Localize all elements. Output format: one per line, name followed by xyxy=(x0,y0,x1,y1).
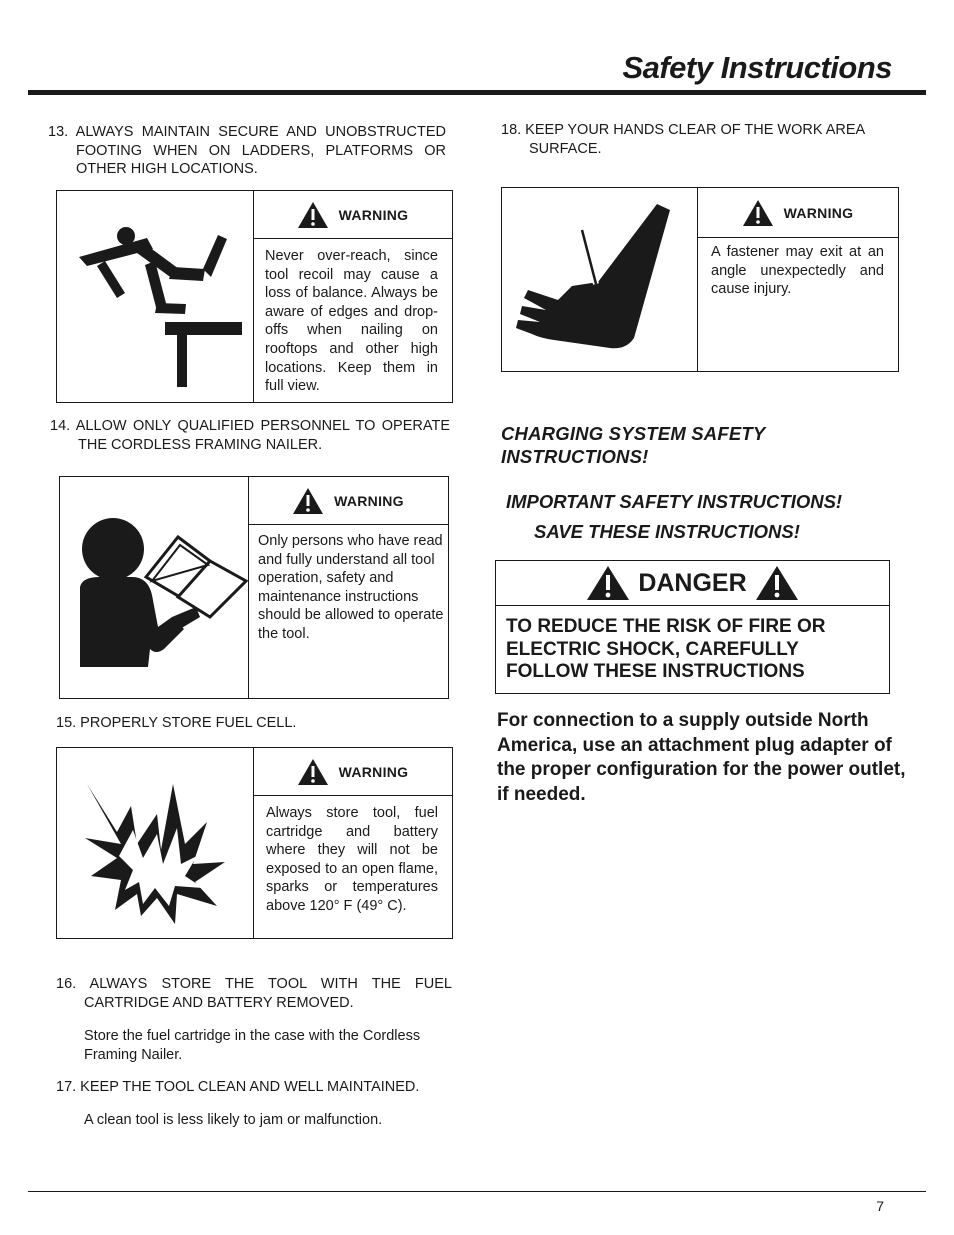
instruction-18: 18. KEEP YOUR HANDS CLEAR OF THE WORK AREA SURFACE. xyxy=(501,122,865,157)
warning-triangle-icon xyxy=(742,199,774,227)
supply-note: For connection to a supply outside North America, use an attachment plug adapter of the proper configuration for the power outlet, if needed. xyxy=(497,710,906,805)
warning-box-18 xyxy=(501,187,899,372)
instruction-17: 17. KEEP THE TOOL CLEAN AND WELL MAINTAINED. xyxy=(56,1079,420,1095)
explosion-icon xyxy=(57,748,253,938)
instruction-15: 15. PROPERLY STORE FUEL CELL. xyxy=(56,715,297,731)
footer-rule xyxy=(28,1191,926,1192)
warning-label: WARNING xyxy=(334,492,404,509)
danger-text: TO REDUCE THE RISK OF FIRE OR ELECTRIC SHOCK, CAREFULLY FOLLOW THESE INSTRUCTIONS xyxy=(506,616,826,682)
danger-triangle-icon xyxy=(586,565,630,601)
warning-text: Always store tool, fuel cartridge and battery where they will not be exposed to an open flame, sparks or temperatures above 120° F (49° C). xyxy=(266,805,438,914)
warning-header xyxy=(253,748,452,796)
warning-header xyxy=(248,477,448,525)
warning-label: WARNING xyxy=(338,206,409,223)
explosion-pictogram xyxy=(57,748,254,938)
warning-triangle-icon xyxy=(292,487,324,515)
section-heading: CHARGING SYSTEM SAFETY INSTRUCTIONS! xyxy=(501,423,766,467)
reading-person-pictogram xyxy=(60,477,249,698)
warning-label: WARNING xyxy=(338,763,409,780)
note-16: Store the fuel cartridge in the case with the Cordless Framing Nailer. xyxy=(84,1028,421,1063)
warning-triangle-icon xyxy=(297,758,329,786)
important-line-1: IMPORTANT SAFETY INSTRUCTIONS! xyxy=(506,491,843,512)
page-number: 7 xyxy=(876,1198,884,1214)
instruction-13: 13. ALWAYS MAINTAIN SECURE AND UNOBSTRUCTED FOOTING WHEN ON LADDERS, PLATFORMS OR OTHER HIGH LOCATIONS. xyxy=(48,124,446,177)
warning-box-14 xyxy=(59,476,449,699)
danger-box xyxy=(495,560,890,694)
warning-box-15 xyxy=(56,747,453,939)
warning-label: WARNING xyxy=(783,204,854,221)
warning-text: Only persons who have read and fully understand all tool operation, safety and maintenance instructions should be allowed to operate the tool. xyxy=(258,533,444,642)
hand-fastener-icon xyxy=(502,188,697,371)
falling-person-icon xyxy=(57,191,253,402)
header-rule xyxy=(28,90,926,95)
instruction-14: 14. ALLOW ONLY QUALIFIED PERSONNEL TO OPERATE THE CORDLESS FRAMING NAILER. xyxy=(50,418,450,453)
warning-box-13 xyxy=(56,190,453,403)
danger-label: DANGER xyxy=(638,568,747,597)
instruction-16: 16. ALWAYS STORE THE TOOL WITH THE FUEL CARTRIDGE AND BATTERY REMOVED. xyxy=(56,976,452,1011)
important-line-2: SAVE THESE INSTRUCTIONS! xyxy=(534,521,800,542)
danger-triangle-icon xyxy=(755,565,799,601)
warning-header xyxy=(697,188,898,238)
danger-header xyxy=(496,561,889,606)
warning-text: A fastener may exit at an angle unexpectedly and cause injury. xyxy=(711,244,884,298)
warning-header xyxy=(253,191,452,239)
warning-triangle-icon xyxy=(297,201,329,229)
note-17: A clean tool is less likely to jam or malfunction. xyxy=(84,1112,383,1128)
hand-fastener-pictogram xyxy=(502,188,698,371)
reading-manual-icon xyxy=(60,477,248,698)
warning-text: Never over-reach, since tool recoil may cause a loss of balance. Always be aware of edges and drop-offs when nailing on rooftops and other high locations. Keep them in full view. xyxy=(265,248,438,395)
page-title: Safety Instructions xyxy=(622,50,892,85)
falling-person-pictogram xyxy=(57,191,254,402)
